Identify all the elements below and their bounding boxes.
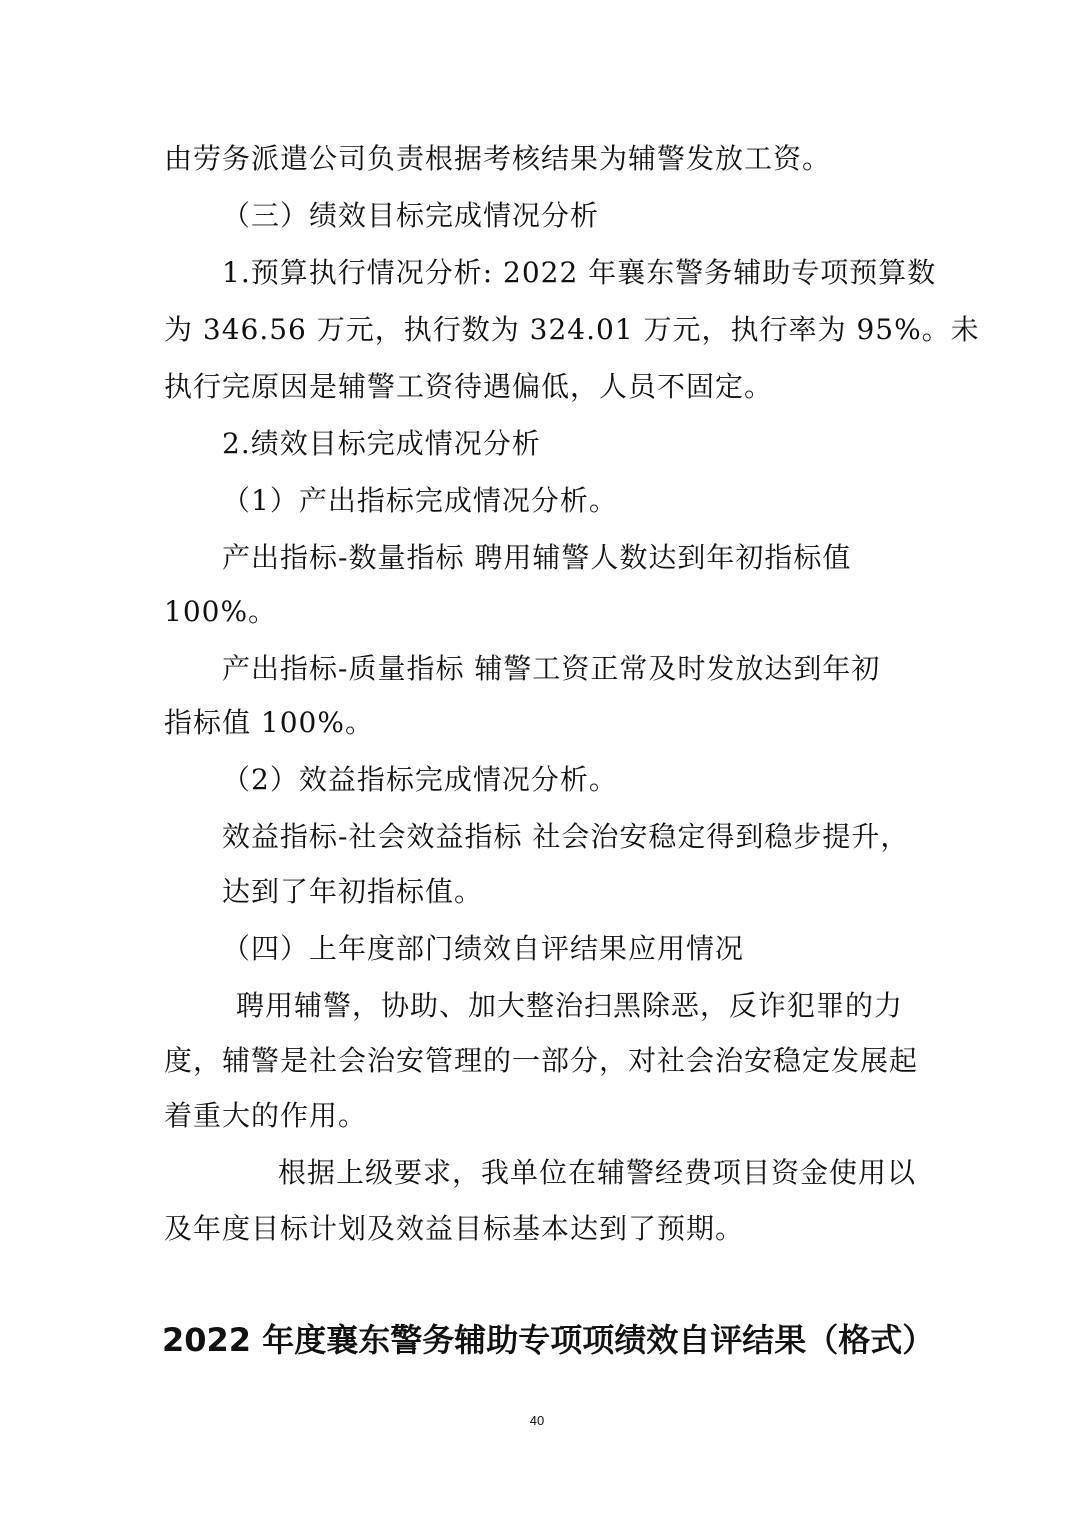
paragraph-line: 产出指标-质量指标 辅警工资正常及时发放达到年初 (222, 652, 881, 685)
paragraph-line: 1.预算执行情况分析: 2022 年襄东警务辅助专项预算数 (222, 256, 937, 289)
paragraph-line: 效益指标-社会效益指标 社会治安稳定得到稳步提升， (222, 820, 910, 853)
section-title: （四）上年度部门绩效自评结果应用情况 (222, 932, 745, 965)
paragraph-line: 指标值 100%。 (164, 706, 374, 739)
paragraph-line: 达到了年初指标值。 (222, 875, 484, 908)
paragraph-line: 聘用辅警，协助、加大整治扫黑除恶，反诈犯罪的力 (236, 989, 904, 1022)
paragraph-line: 由劳务派遣公司负责根据考核结果为辅警发放工资。 (164, 142, 832, 175)
paragraph-line: 为 346.56 万元，执行数为 324.01 万元，执行率为 95%。未 (164, 313, 980, 346)
report-heading: 2022 年度襄东警务辅助专项项绩效自评结果（格式） (162, 1321, 935, 1359)
paragraph-line: 100%。 (164, 595, 278, 628)
subsection-title: （2）效益指标完成情况分析。 (222, 763, 618, 796)
paragraph-line: 根据上级要求，我单位在辅警经费项目资金使用以 (278, 1156, 917, 1189)
paragraph-line: 产出指标-数量指标 聘用辅警人数达到年初指标值 (222, 541, 852, 574)
page-number: 40 (529, 1413, 545, 1428)
section-title: （三）绩效目标完成情况分析 (222, 199, 600, 232)
paragraph-line: 及年度目标计划及效益目标基本达到了预期。 (164, 1212, 745, 1245)
paragraph-line: 着重大的作用。 (164, 1099, 368, 1132)
subsection-title: （1）产出指标完成情况分析。 (222, 484, 618, 517)
paragraph-line: 执行完原因是辅警工资待遇偏低，人员不固定。 (164, 370, 774, 403)
section-title: 2.绩效目标完成情况分析 (222, 427, 541, 460)
paragraph-line: 度，辅警是社会治安管理的一部分，对社会治安稳定发展起 (164, 1044, 919, 1077)
